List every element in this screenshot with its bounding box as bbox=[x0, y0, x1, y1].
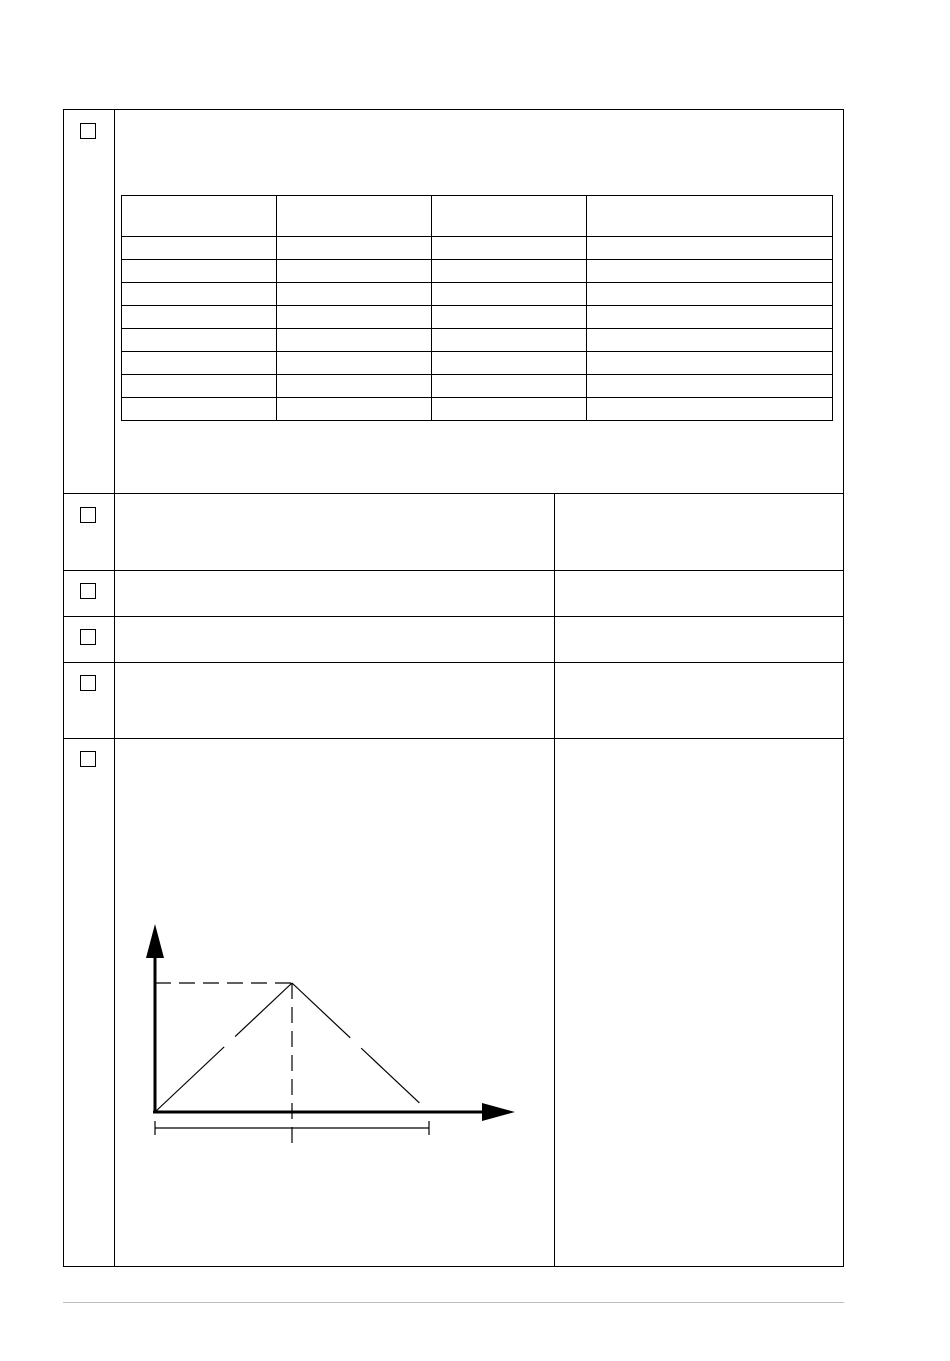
x-axis-arrowhead bbox=[482, 1103, 515, 1121]
footer-rule bbox=[63, 1302, 844, 1303]
falling-edge bbox=[292, 983, 429, 1112]
y-axis-arrowhead bbox=[146, 924, 164, 958]
rising-edge bbox=[155, 983, 292, 1112]
